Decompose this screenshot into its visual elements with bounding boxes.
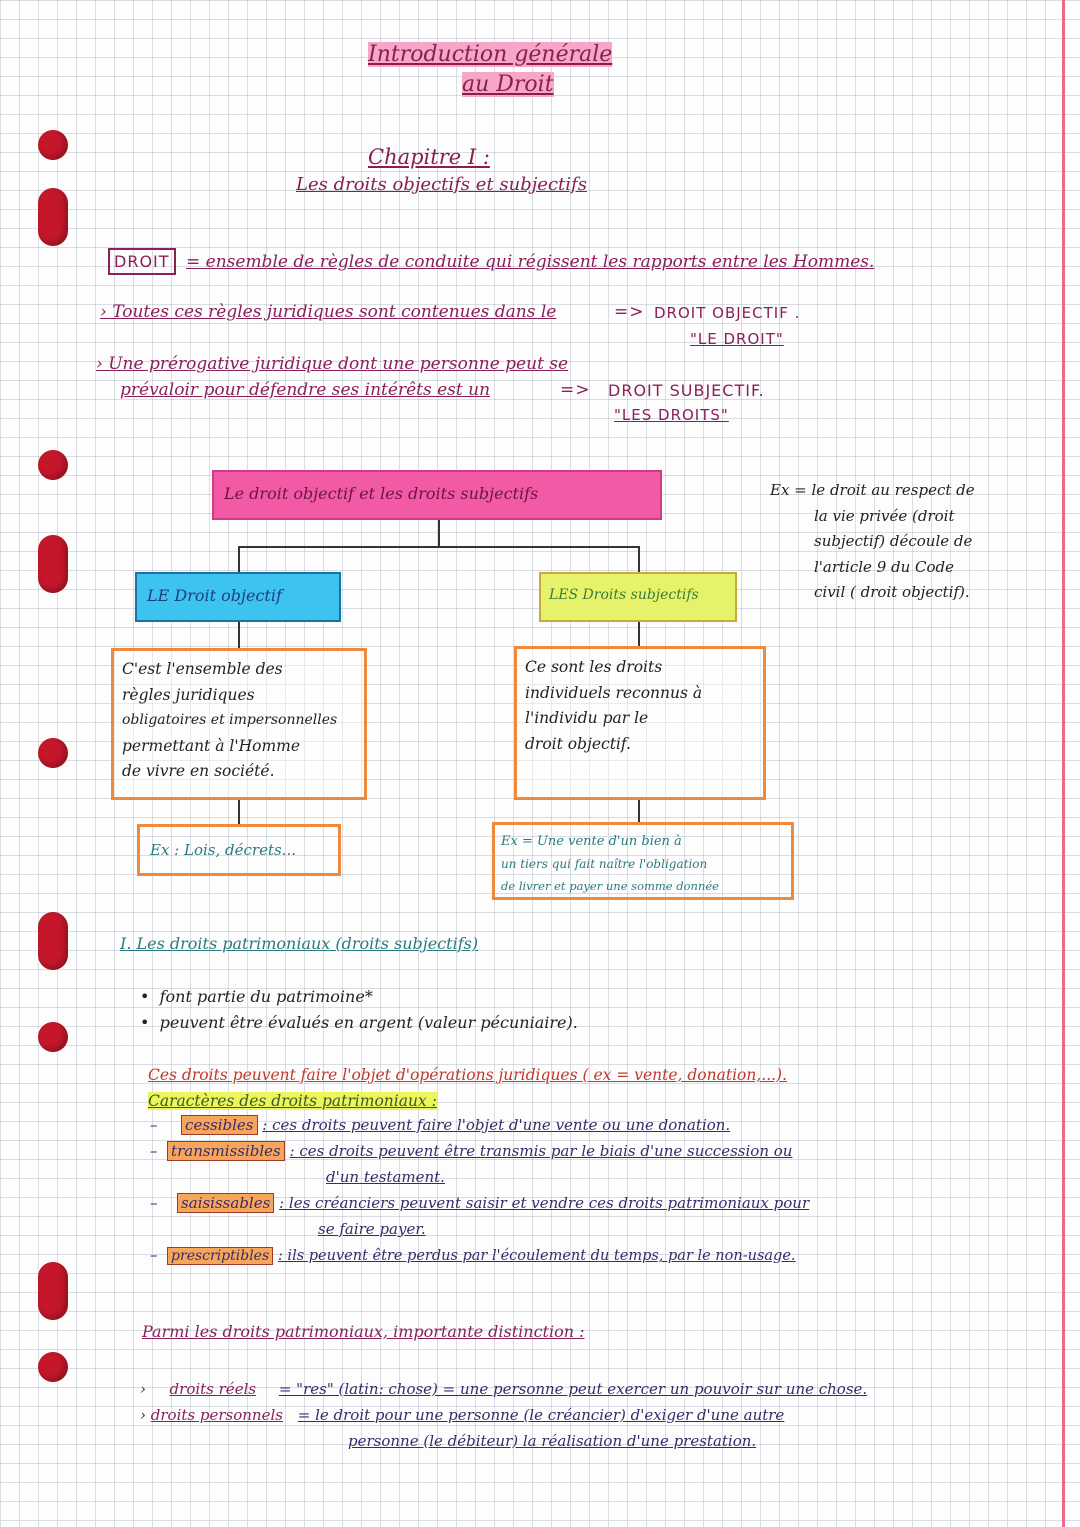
diagram-connector	[238, 622, 240, 648]
bullet-2-arrow: =>	[560, 380, 591, 400]
diagram-root-label: Le droit objectif et les droits subjectifs	[224, 484, 539, 503]
side-note-line: l'article 9 du Code	[814, 557, 955, 576]
page-title-line-2	[462, 72, 554, 97]
diagram-connector	[638, 622, 640, 648]
side-note-line: Ex = le droit au respect de	[770, 481, 975, 499]
section-1-points	[140, 984, 578, 1036]
diagram-right-example	[501, 831, 719, 897]
characteristic-label: cessibles	[181, 1115, 257, 1135]
diagram-left-example: Ex : Lois, décrets...	[150, 841, 296, 859]
diagram-left-definition	[122, 657, 337, 785]
personal-rights-text: personne (le débiteur) la réalisation d'une prestation.	[348, 1432, 757, 1450]
distinction-list	[140, 1376, 867, 1454]
characteristic-label: prescriptibles	[167, 1247, 273, 1265]
characteristic-item: – cessibles : ces droits peuvent faire l'objet d'une vente ou une donation.	[150, 1116, 731, 1134]
left-def-line: règles juridiques	[122, 685, 255, 704]
section-1-heading: I. Les droits patrimoniaux (droits subjectifs)	[120, 934, 479, 953]
characteristic-text: : ces droits peuvent être transmis par le biais d'une succession ou	[289, 1142, 793, 1160]
right-example-line: de livrer et payer une somme donnée	[501, 879, 719, 893]
characteristic-text: se faire payer.	[318, 1220, 426, 1238]
chapter-subtitle: Les droits objectifs et subjectifs	[296, 174, 587, 195]
binder-hole	[38, 912, 68, 970]
bullet-1-quote: "LE DROIT"	[690, 330, 784, 348]
left-def-line: C'est l'ensemble des	[122, 660, 283, 678]
right-def-line: droit objectif.	[525, 734, 631, 753]
personal-rights-label: droits personnels	[150, 1406, 283, 1424]
side-note-line: subjectif) découle de	[814, 532, 973, 550]
binder-hole	[38, 450, 68, 480]
right-def-line: l'individu par le	[525, 709, 649, 727]
diagram-right-definition-box	[514, 646, 766, 800]
point-text: peuvent être évalués en argent (valeur pécuniaire).	[159, 1013, 578, 1032]
diagram-left-definition-box	[111, 648, 367, 800]
bullet-2-quote: "LES DROITS"	[614, 406, 729, 424]
left-def-line: de vivre en société.	[122, 762, 275, 780]
distinction-item: › droits personnels = le droit pour une personne (le créancier) d'exiger d'une autre	[140, 1406, 785, 1424]
left-def-line: permettant à l'Homme	[122, 736, 301, 755]
binder-hole	[38, 1262, 68, 1320]
characteristic-text: d'un testament.	[326, 1168, 445, 1186]
distinction-heading: Parmi les droits patrimoniaux, importante distinction :	[142, 1322, 585, 1341]
distinction-continuation	[140, 1428, 867, 1454]
chapter-title: Chapitre I :	[368, 145, 490, 169]
binder-hole	[38, 1352, 68, 1382]
operations-text: Ces droits peuvent faire l'objet d'opérations juridiques ( ex = vente, donation,...).	[148, 1066, 788, 1084]
bullet-2-line1: › Une prérogative juridique dont une personne peut se	[96, 354, 569, 374]
left-def-line: obligatoires et impersonnelles	[122, 712, 338, 728]
diagram-connector	[238, 546, 240, 572]
diagram-root-box	[212, 470, 662, 520]
diagram-left-example-box	[137, 824, 341, 876]
diagram-right-title-box	[539, 572, 737, 622]
binder-hole	[38, 1022, 68, 1052]
title-line-1: Introduction générale	[368, 42, 613, 67]
diagram-connector	[238, 800, 240, 824]
side-note	[770, 478, 975, 606]
diagram-left-title: LE Droit objectif	[147, 586, 282, 605]
right-def-line: Ce sont les droits	[525, 658, 663, 676]
characteristic-text: : ces droits peuvent faire l'objet d'une vente ou une donation.	[262, 1116, 731, 1134]
definition-text: = ensemble de règles de conduite qui régissent les rapports entre les Hommes.	[186, 252, 875, 272]
right-example-line: Ex = Une vente d'un bien à	[501, 834, 682, 849]
title-line-2: au Droit	[462, 72, 554, 97]
diagram-connector	[238, 546, 640, 548]
real-rights-label: droits réels	[169, 1380, 257, 1398]
characteristic-item: – transmissibles : ces droits peuvent être transmis par le biais d'une succession ou	[150, 1142, 793, 1160]
bullet-1-text: › Toutes ces règles juridiques sont contenues dans le	[100, 302, 557, 322]
bullet-1-arrow: =>	[614, 302, 645, 322]
binder-hole	[38, 188, 68, 246]
diagram-left-title-box	[135, 572, 341, 622]
side-note-line: civil ( droit objectif).	[814, 583, 970, 601]
diagram-right-definition	[525, 655, 702, 757]
characteristic-item: – prescriptibles : ils peuvent être perdus par l'écoulement du temps, par le non-usage.	[150, 1246, 796, 1264]
characteristic-label: saisissables	[177, 1193, 274, 1213]
real-rights-text: = "res" (latin: chose) = une personne peut exercer un pouvoir sur une chose.	[278, 1380, 868, 1398]
diagram-connector	[638, 800, 640, 822]
binder-hole	[38, 535, 68, 593]
bullet-2-line2: prévaloir pour défendre ses intérêts est un	[120, 380, 491, 400]
characteristics-title	[148, 1092, 437, 1110]
characteristics-list	[150, 1116, 809, 1272]
bullet-1-term: DROIT OBJECTIF .	[654, 304, 801, 322]
personal-rights-text: = le droit pour une personne (le créancier) d'exiger d'une autre	[297, 1406, 785, 1424]
section-1-point: • font partie du patrimoine*	[140, 987, 373, 1006]
binder-hole	[38, 738, 68, 768]
binder-hole	[38, 130, 68, 160]
definition-term: DROIT	[108, 248, 176, 275]
diagram-right-example-box	[492, 822, 794, 900]
characteristic-text: : ils peuvent être perdus par l'écoulement du temps, par le non-usage.	[277, 1248, 796, 1264]
characteristic-continuation	[150, 1220, 809, 1246]
page-margin-line	[1062, 0, 1065, 1527]
characteristic-label: transmissibles	[167, 1141, 285, 1161]
right-def-line: individuels reconnus à	[525, 683, 703, 702]
page-title	[368, 42, 612, 67]
side-note-line: la vie privée (droit	[814, 506, 955, 525]
diagram-connector	[438, 520, 440, 546]
section-1-point: • peuvent être évalués en argent (valeur pécuniaire).	[140, 1013, 578, 1032]
characteristic-item: – saisissables : les créanciers peuvent saisir et vendre ces droits patrimoniaux pour	[150, 1194, 810, 1212]
characteristic-continuation	[150, 1168, 809, 1194]
diagram-right-title: LES Droits subjectifs	[549, 587, 699, 603]
distinction-item: › droits réels = "res" (latin: chose) = une personne peut exercer un pouvoir sur une chose.	[140, 1380, 868, 1398]
point-text: font partie du patrimoine*	[159, 987, 373, 1006]
bullet-2-term: DROIT SUBJECTIF.	[608, 381, 765, 400]
right-example-line: un tiers qui fait naître l'obligation	[501, 857, 708, 871]
characteristic-text: : les créanciers peuvent saisir et vendre ces droits patrimoniaux pour	[279, 1194, 810, 1212]
diagram-connector	[638, 546, 640, 572]
characteristics-title-text: Caractères des droits patrimoniaux :	[148, 1092, 437, 1110]
